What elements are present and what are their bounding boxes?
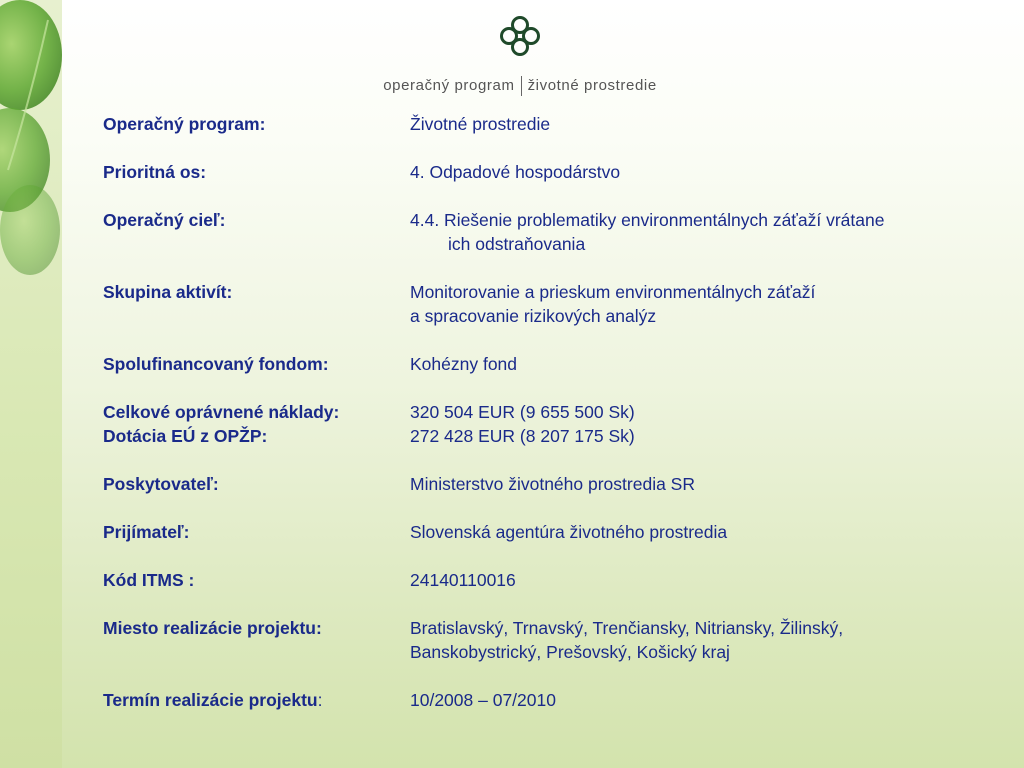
value-line: 10/2008 – 07/2010	[410, 690, 556, 710]
logo-divider	[521, 76, 522, 96]
logo	[330, 16, 710, 94]
row-label: Kód ITMS :	[103, 570, 195, 590]
label-text: Termín realizácie projektu	[103, 690, 318, 710]
row-label: Operačný program:	[103, 114, 266, 134]
value-line: 4.4. Riešenie problematiky environmentálnych záťaží vrátane	[410, 210, 885, 230]
row-label: Prijímateľ:	[103, 522, 190, 542]
row-value	[410, 208, 980, 256]
row-value	[410, 520, 980, 544]
clover-logo-icon	[500, 16, 540, 58]
label-colon: :	[317, 690, 323, 710]
value-line: ich odstraňovania	[448, 234, 586, 254]
value-line: a spracovanie rizikových analýz	[410, 306, 657, 326]
row-label: Spolufinancovaný fondom:	[103, 354, 329, 374]
row-label: Celkové oprávnené náklady:	[103, 402, 340, 422]
row-value	[410, 160, 980, 184]
value-line: 320 504 EUR (9 655 500 Sk)	[410, 402, 635, 422]
row-value	[410, 472, 980, 496]
value-line: 24140110016	[410, 570, 516, 590]
row-value	[410, 352, 980, 376]
logo-text-right: životné prostredie	[527, 76, 657, 94]
row-value	[410, 400, 980, 424]
row-value	[410, 280, 980, 328]
value-line: Slovenská agentúra životného prostredia	[410, 522, 728, 542]
row-label: Miesto realizácie projektu:	[103, 618, 322, 638]
value-line: Kohézny fond	[410, 354, 518, 374]
value-line: Bratislavský, Trnavský, Trenčiansky, Nitriansky, Žilinský,	[410, 618, 844, 638]
row-label	[103, 688, 323, 712]
row-value	[410, 688, 980, 712]
row-label: Dotácia EÚ z OPŽP:	[103, 426, 268, 446]
value-line: Ministerstvo životného prostredia SR	[410, 474, 695, 494]
logo-text	[340, 76, 700, 96]
row-label: Poskytovateľ:	[103, 474, 219, 494]
row-label: Skupina aktivít:	[103, 282, 233, 302]
logo-text-left: operačný program	[383, 76, 515, 94]
value-line: 272 428 EUR (8 207 175 Sk)	[410, 426, 635, 446]
clover-leaf-icon	[0, 0, 62, 300]
row-label: Prioritná os:	[103, 162, 207, 182]
row-value	[410, 616, 980, 664]
value-line: 4. Odpadové hospodárstvo	[410, 162, 621, 182]
row-label: Operačný cieľ:	[103, 210, 226, 230]
row-value	[410, 112, 980, 136]
value-line: Banskobystrický, Prešovský, Košický kraj	[410, 642, 730, 662]
row-value	[410, 424, 980, 448]
clover-decoration	[0, 0, 62, 768]
row-value	[410, 568, 980, 592]
value-line: Monitorovanie a prieskum environmentálnych záťaží	[410, 282, 816, 302]
value-line: Životné prostredie	[410, 114, 551, 134]
